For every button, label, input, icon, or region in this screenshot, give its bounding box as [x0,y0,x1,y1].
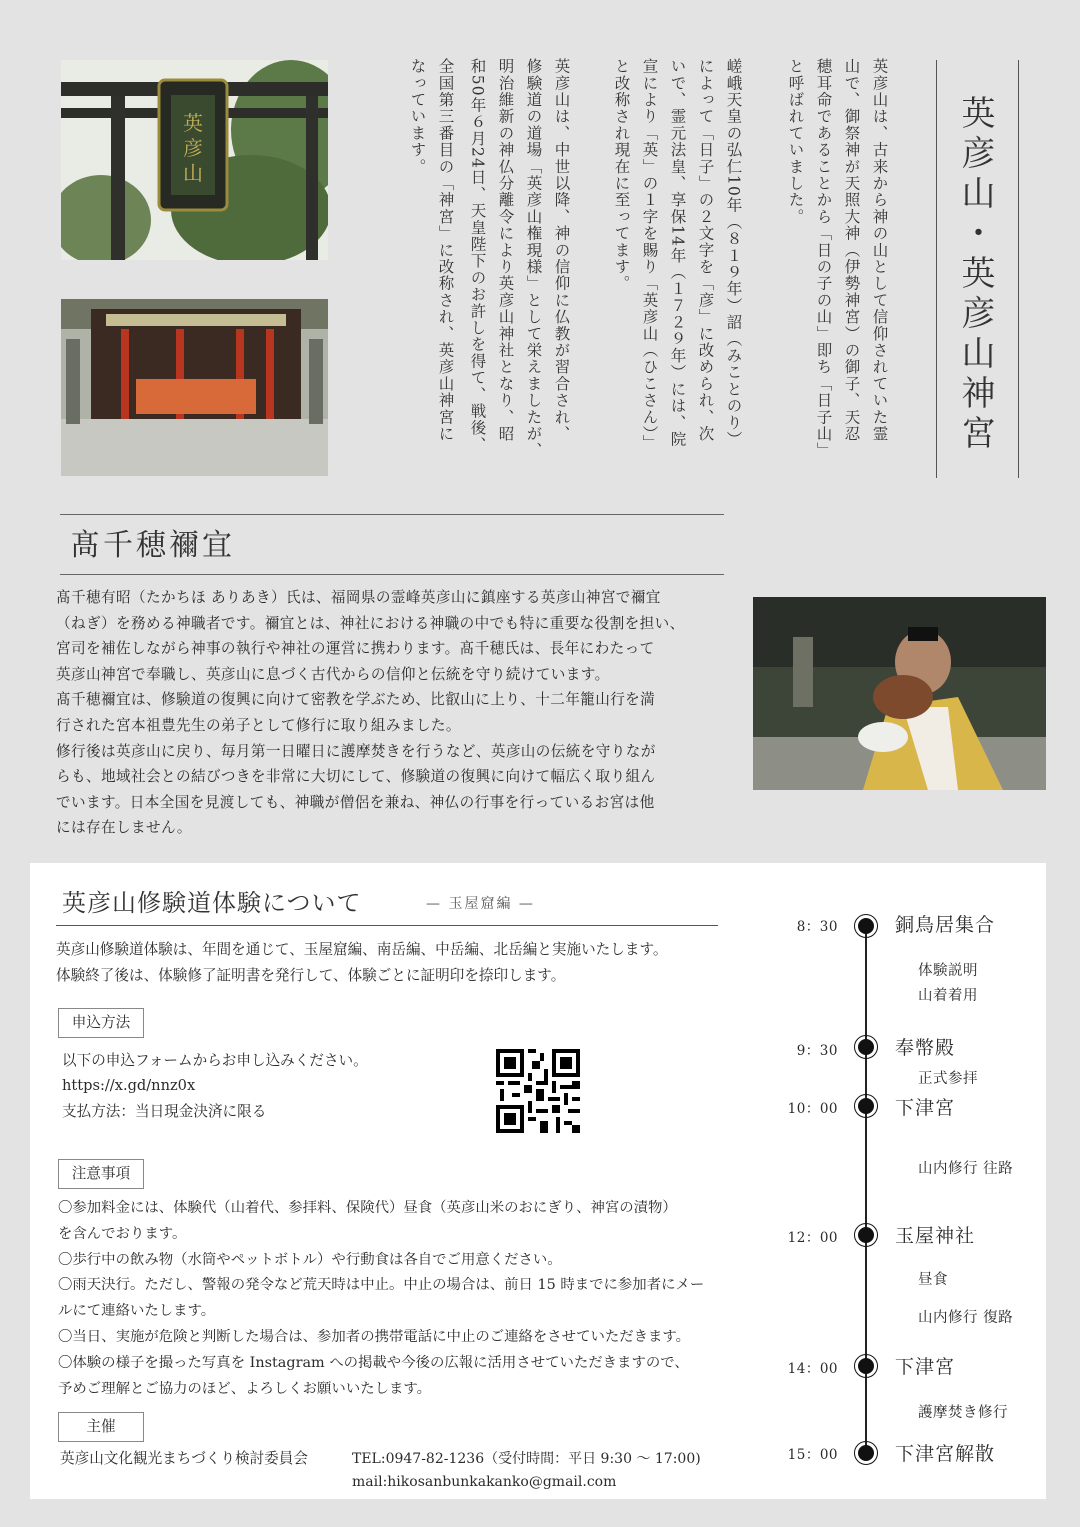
schedule-time: 15：00 [787,1447,838,1463]
apply-label: 申込方法 [58,1008,144,1038]
note-line: 〇当日、実施が危険と判断した場合は、参加者の携帯電話に中止のご連絡をさせていただきます。 [58,1328,691,1345]
intro-column: と呼ばれていました。 [786,58,805,225]
title-underline [56,925,718,926]
note-line: 〇参加料金には、体験代（山着代、参拝料、保険代）昼食（英彦山米のおにぎり、神宮の漬物） [58,1200,677,1216]
schedule-detail: 山内修行 復路 [918,1310,1014,1326]
host-phone[interactable]: TEL:0947-82-1236（受付時間：平日 9:30 〜 17:00) [352,1451,701,1467]
page-title: 英彦山・英彦山神宮 [955,95,995,455]
paragraph-line: 髙千穂有昭（たかちほ ありあき）氏は、福岡県の霊峰英彦山に鎮座する英彦山神宮で禰宜 [56,589,661,606]
torii-photo [61,60,328,260]
host-label: 主催 [58,1412,144,1442]
paragraph-line: には存在しません。 [56,819,192,837]
shrine-hall-photo [61,299,328,476]
schedule-event: 下津宮解散 [895,1443,996,1465]
svg-text:彦: 彦 [183,136,203,160]
intro-column: 全国第三番目の「神宮」に改称され、英彦山神宮に [436,58,455,443]
svg-text:山: 山 [183,161,203,185]
intro-column: 明治維新の神仏分離令により英彦山神社となり、昭 [496,58,515,443]
experience-title: 英彦山修験道体験について [62,889,362,917]
paragraph-line: （ねぎ）を務める神職者です。禰宜とは、神社における神職の中でも特に重要な役割を担い、 [56,614,685,632]
schedule-event: 下津宮 [895,1356,956,1378]
section-title-priest: 髙千穂禰宜 [70,528,235,563]
note-line: 予めご理解とご協力のほど、よろしくお願いいたします。 [58,1380,432,1397]
intro-column: 和50年６月24日、天皇陛下のお許しを得て、戦後、 [468,58,487,453]
experience-subtitle: — 玉屋窟編 — [426,896,535,912]
note-line: 〇雨天決行。ただし、警報の発令など荒天時は中止。中止の場合は、前日 15 時までに参加者にメー [58,1277,705,1294]
intro-column: 穂耳命であることから「日の子の山」即ち「日子山」 [814,58,833,459]
title-rule-left [936,60,937,478]
schedule-time: 8：30 [796,919,838,935]
intro-column: 宣により「英」の１字を賜り「英彦山（ひこさん）」 [640,58,659,452]
paragraph-line: 行された宮本祖豊先生の弟子として修行に取り組みました。 [56,716,461,734]
schedule-event: 玉屋神社 [895,1225,976,1247]
priest-photo [753,597,1046,790]
apply-url[interactable]: https://x.gd/nnz0x [62,1077,196,1094]
schedule-time: 12：00 [787,1230,838,1246]
section-divider [60,514,724,515]
schedule-event: 銅鳥居集合 [895,914,996,936]
intro-column: 英彦山は、古来から神の山として信仰されていた霊 [870,58,889,443]
schedule-detail: 山着着用 [918,988,978,1004]
schedule-detail: 正式参拝 [918,1071,978,1087]
paragraph-line: 宮司を補佐しながら神事の執行や神社の運営に携わります。髙千穂氏は、長年にわたって [56,640,655,658]
qr-code[interactable] [496,1049,580,1133]
note-line: ルにて連絡いたします。 [58,1303,216,1320]
intro-line: 体験終了後は、体験修了証明書を発行して、体験ごとに証明印を捺印します。 [56,967,566,984]
schedule-detail: 護摩焚き修行 [918,1405,1008,1421]
experience-intro [56,937,667,989]
schedule-event: 奉幣殿 [895,1037,956,1059]
section-divider [60,574,724,575]
intro-column: 山で、御祭神が天照大神（伊勢神宮）の御子、天忍 [842,58,861,443]
paragraph-line: らも、地域社会との結びつきを非常に大切にして、修験道の復興に向けて幅広く取り組ん [56,768,656,786]
timeline-dot [858,918,874,934]
schedule-time: 14：00 [787,1361,838,1377]
schedule-time: 10：00 [787,1101,838,1117]
title-rule-right [1018,60,1019,478]
intro-column: によって「日子」の２文字を「彦」に改められ、次 [696,58,715,443]
apply-instruction: 以下の申込フォームからお申し込みください。 [62,1052,368,1069]
timeline-dot [858,1358,874,1374]
host-email[interactable]: mail:hikosanbunkakanko@gmail.com [352,1474,617,1490]
notes-list [58,1196,778,1402]
host-name: 英彦山文化観光まちづくり検討委員会 [60,1450,308,1467]
schedule-event: 下津宮 [895,1097,956,1119]
paragraph-line: でいます。日本全国を見渡しても、神職が僧侶を兼ね、神仏の行事を行っているお宮は他 [56,793,655,811]
note-line: 〇歩行中の飲み物（水筒やペットボトル）や行動食は各自でご用意ください。 [58,1251,562,1268]
schedule-detail: 体験説明 [918,963,978,979]
paragraph-line: 英彦山神宮で奉職し、英彦山に息づく古代からの信仰と伝統を守り続けています。 [56,665,610,683]
intro-column: 嵯峨天皇の弘仁10年（８１９年）詔（みことのり） [724,58,743,448]
schedule-time: 9：30 [796,1043,838,1059]
intro-line: 英彦山修験道体験は、年間を通じて、玉屋窟編、南岳編、中岳編、北岳編と実施いたします。 [56,941,668,958]
note-line: 〇体験の様子を撮った写真を Instagram への掲載や今後の広報に活用させていただきますので、 [58,1354,689,1371]
schedule-detail: 山内修行 往路 [918,1161,1014,1177]
notes-label: 注意事項 [58,1159,144,1189]
intro-column: と改称され現在に至ってます。 [612,58,631,292]
priest-description [56,585,728,841]
timeline-dot [858,1445,874,1461]
paragraph-line: 髙千穂禰宜は、修験道の復興に向けて密教を学ぶため、比叡山に上り、十二年籠山行を満 [56,691,656,709]
svg-text:英: 英 [183,111,203,135]
intro-column: 英彦山は、中世以降、神の信仰に仏教が習合され、 [552,58,571,443]
schedule-detail: 昼食 [918,1272,948,1288]
timeline-dot [858,1098,874,1114]
timeline-dot [858,1227,874,1243]
payment-method: 支払方法：当日現金決済に限る [62,1103,267,1120]
intro-column: なっています。 [408,58,427,175]
timeline-dot [858,1039,874,1055]
paragraph-line: 修行後は英彦山に戻り、毎月第一日曜日に護摩焚きを行うなど、英彦山の伝統を守りなが [56,742,656,760]
intro-column: いで、霊元法皇、享保14年（１７２９年）には、院 [668,58,687,448]
note-line: を含んでおります。 [58,1225,187,1242]
intro-column: 修験道の道場「英彦山権現様」として栄えましたが、 [524,58,543,459]
